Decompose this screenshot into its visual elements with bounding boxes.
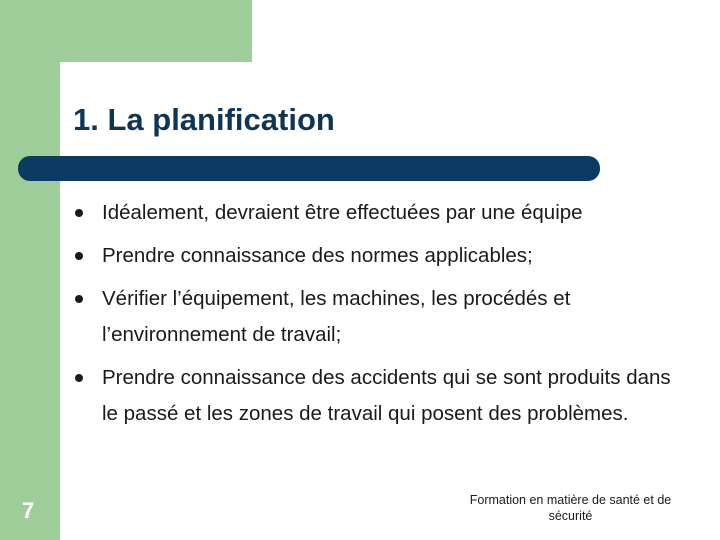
footer-text: Formation en matière de santé et de sécurité: [469, 493, 672, 523]
page-number: 7: [22, 498, 35, 523]
decorative-frame-left: [0, 0, 60, 540]
bullet-text: Prendre connaissance des normes applicables;: [102, 244, 533, 267]
bullet-item: [73, 281, 683, 353]
bullet-item: [73, 238, 683, 274]
title-underline-bar: [18, 156, 600, 181]
bullet-icon: [75, 374, 83, 382]
bullet-item: [73, 195, 683, 231]
bullet-text: Idéalement, devraient être effectuées par une équipe: [102, 201, 583, 224]
bullet-item: [73, 360, 683, 432]
bullet-list: [73, 195, 683, 439]
bullet-text: Prendre connaissance des accidents qui se sont produits dans le passé et les zones de travail qui posent des problèmes.: [102, 366, 671, 425]
bullet-icon: [75, 209, 83, 217]
bullet-icon: [75, 252, 83, 260]
bullet-icon: [75, 295, 83, 303]
slide-title: 1. La planification: [73, 102, 335, 137]
bullet-text: Vérifier l’équipement, les machines, les procédés et l’environnement de travail;: [102, 287, 571, 346]
